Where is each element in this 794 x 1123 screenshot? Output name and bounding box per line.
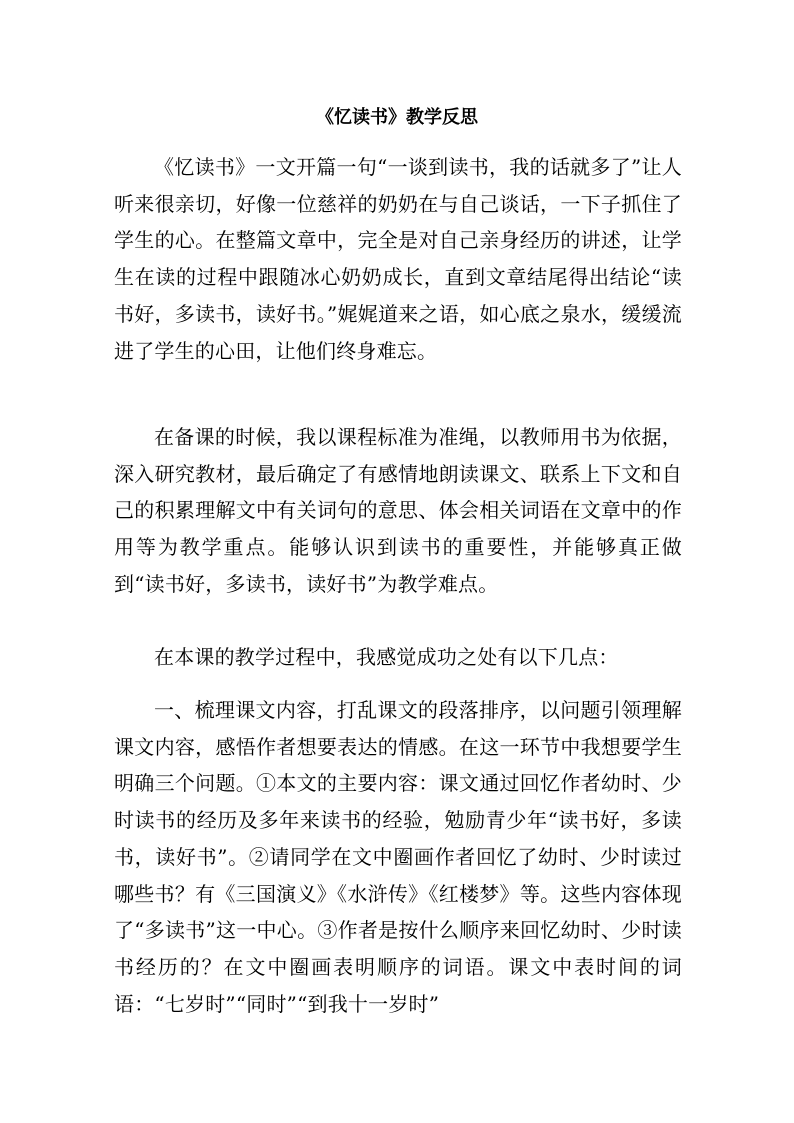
- paragraph-preparation: 在备课的时候，我以课程标准为准绳，以教师用书为依据，深入研究教材，最后确定了有感情地朗读课文、联系上下文和自己的积累理解文中有关词句的意思、体会相关词语在文章中的作用等为教学重点。能够认识到读书的重要性，并能够真正做到“读书好，多读书，读好书”为教学难点。: [114, 425, 682, 596]
- paragraph-opening: 《忆读书》一文开篇一句“一谈到读书，我的话就多了”让人听来很亲切，好像一位慈祥的奶奶在与自己谈话，一下子抓住了学生的心。在整篇文章中，完全是对自己亲身经历的讲述，让学生在读的过程中跟随冰心奶奶成长，直到文章结尾得出结论“读书好，多读书，读好书。”娓娓道来之语，如心底之泉水，缓缓流进了学生的心田，让他们终身难忘。: [114, 155, 682, 363]
- paragraph-success-intro: 在本课的教学过程中，我感觉成功之处有以下几点：: [154, 645, 619, 669]
- document-title: 《忆读书》教学反思: [316, 107, 478, 128]
- paragraph-point-one: 一、梳理课文内容，打乱课文的段落排序，以问题引领理解课文内容，感悟作者想要表达的情感。在这一环节中我想要学生明确三个问题。①本文的主要内容：课文通过回忆作者幼时、少时读书的经历及多年来读书的经验，勉励青少年“读书好，多读书，读好书”。②请同学在文中圈画作者回忆了幼时、少时读过哪些书？有《三国演义》《水浒传》《红楼梦》等。这些内容体现了“多读书”这一中心。③作者是按什么顺序来回忆幼时、少时读书经历的？在文中圈画表明顺序的词语。课文中表时间的词语：“七岁时”“同时”“到我十一岁时”: [114, 698, 682, 1016]
